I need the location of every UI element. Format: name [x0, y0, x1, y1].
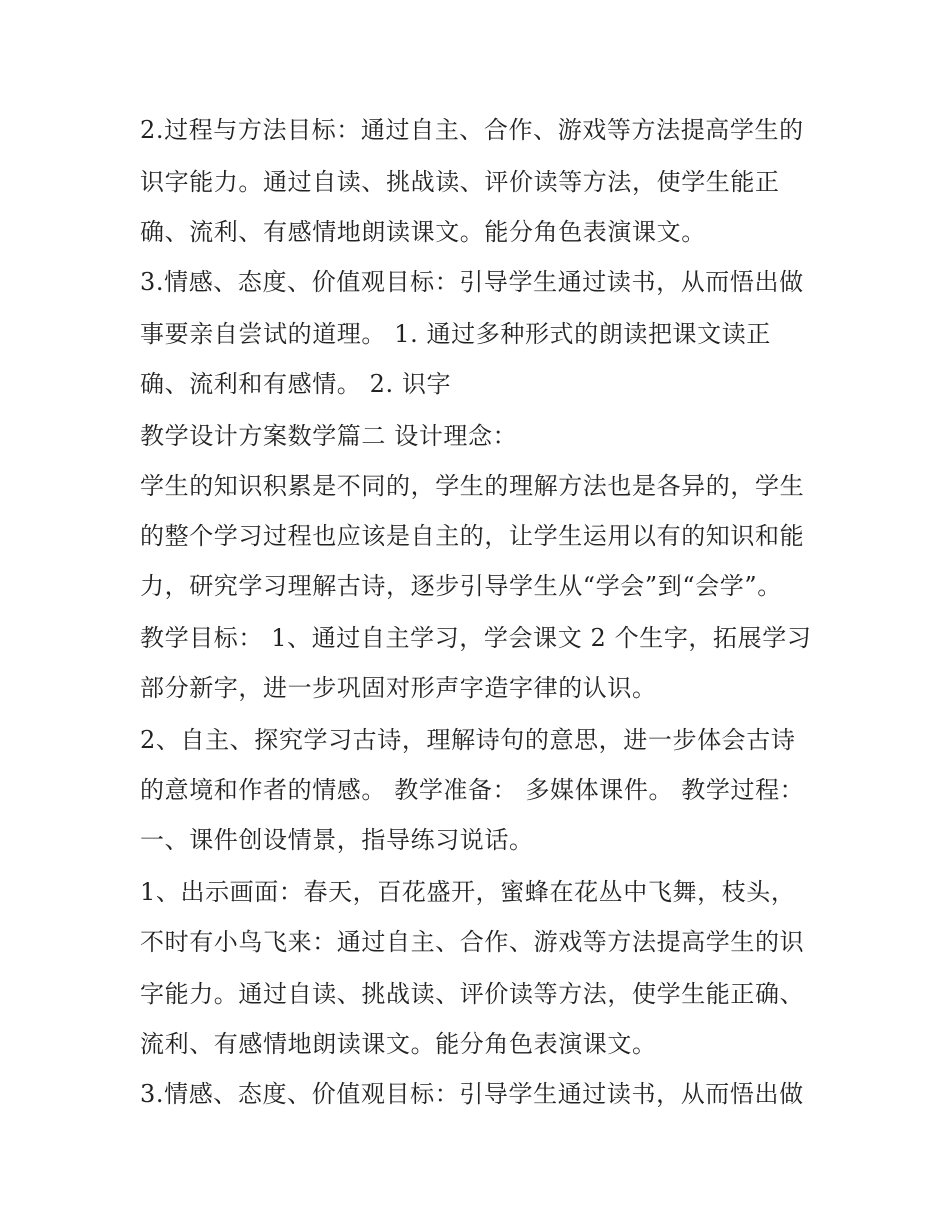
text-line: 力，研究学习理解古诗，逐步引导学生从“学会”到“会学”。 [140, 572, 782, 600]
text-line: 识字能力。通过自读、挑战读、评价读等方法，使学生能正 [140, 168, 780, 196]
text-line: 1、出示画面：春天，百花盛开，蜜蜂在花丛中飞舞，枝头， [140, 878, 796, 906]
text-line: 事要亲自尝试的道理。 1. 通过多种形式的朗读把课文读正 [140, 320, 771, 348]
text-line: 字能力。通过自读、挑战读、评价读等方法，使学生能正确、 [140, 980, 805, 1008]
text-line: 部分新字，进一步巩固对形声字造字律的认识。 [140, 674, 657, 702]
text-line: 学生的知识积累是不同的，学生的理解方法也是各异的，学生 [140, 472, 805, 500]
text-line: 确、流利和有感情。 2. 识字 [140, 370, 452, 398]
text-line: 流利、有感情地朗读课文。能分角色表演课文。 [140, 1030, 657, 1058]
text-line: 3.情感、态度、价值观目标：引导学生通过读书，从而悟出做 [140, 1080, 804, 1108]
text-line: 的意境和作者的情感。 教学准备： 多媒体课件。 教学过程： [140, 776, 805, 804]
text-line: 确、流利、有感情地朗读课文。能分角色表演课文。 [140, 218, 706, 246]
text-line: 3.情感、态度、价值观目标：引导学生通过读书，从而悟出做 [140, 268, 804, 296]
text-line: 2、自主、探究学习古诗，理解诗句的意思，进一步体会古诗 [140, 726, 796, 754]
text-line: 的整个学习过程也应该是自主的，让学生运用以有的知识和能 [140, 522, 805, 550]
text-line: 2.过程与方法目标：通过自主、合作、游戏等方法提高学生的 [140, 116, 804, 144]
section-heading: 教学设计方案数学篇二 设计理念： [140, 422, 518, 450]
text-line: 一、课件创设情景，指导练习说话。 [140, 826, 534, 854]
text-line: 不时有小鸟飞来：通过自主、合作、游戏等方法提高学生的识 [140, 928, 805, 956]
text-line: 教学目标： 1、通过自主学习，学会课文 2 个生字，拓展学习 [140, 624, 812, 652]
